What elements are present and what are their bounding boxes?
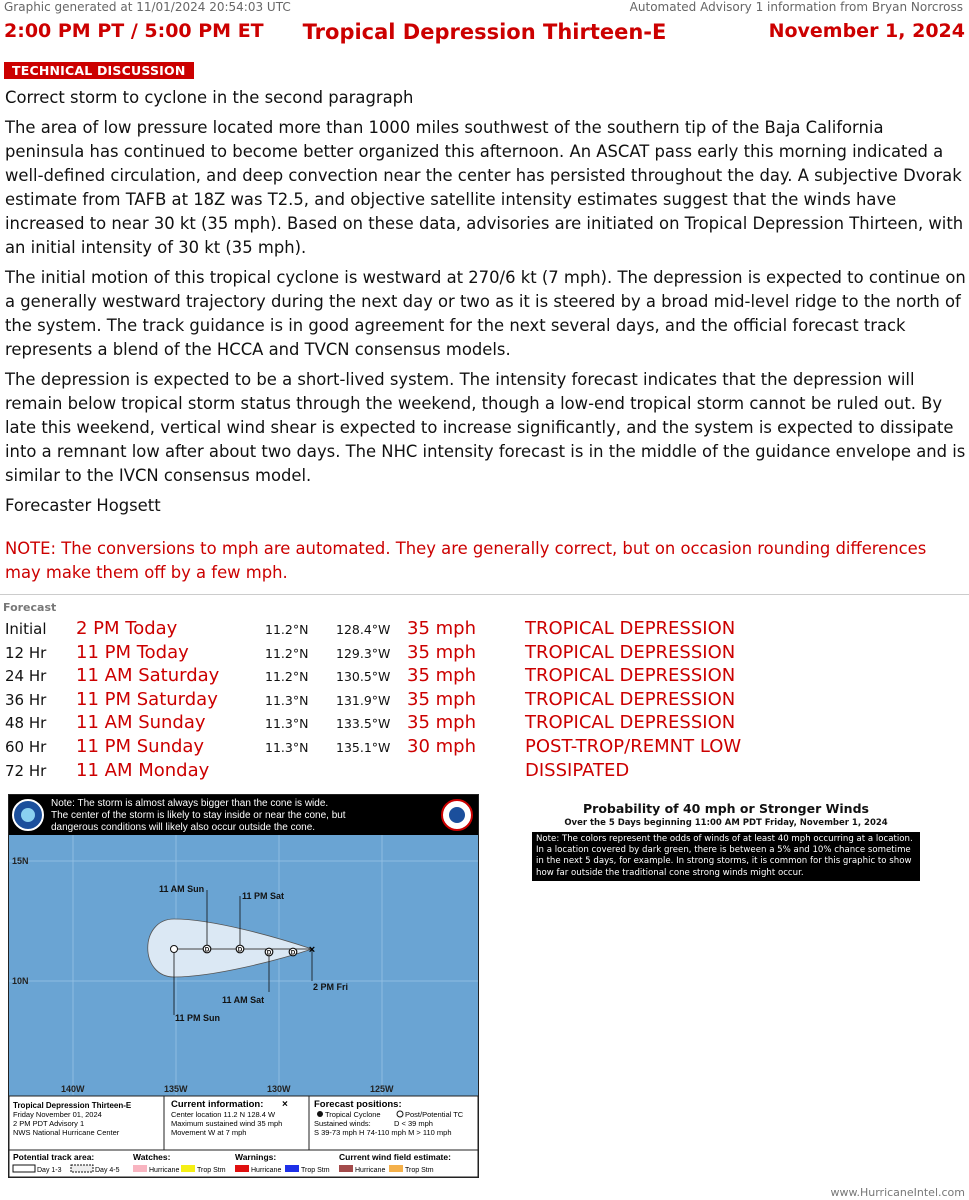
- forecast-wind: 35 mph: [407, 712, 476, 734]
- forecast-status: POST-TROP/REMNT LOW: [525, 736, 742, 757]
- prob-title: Probability of 40 mph or Stronger Winds: [583, 801, 869, 816]
- day13-swatch: [13, 1165, 35, 1172]
- forecast-time: 11 AM Sunday: [76, 712, 206, 734]
- post-tropical-icon: [397, 1111, 403, 1117]
- advisory-source: Automated Advisory 1 information from Bryan Norcross: [629, 0, 963, 14]
- forecast-lon: 129.3°W: [336, 645, 391, 661]
- forecast-hour: 36 Hr: [5, 690, 47, 709]
- forecast-time: 11 PM Sunday: [76, 736, 205, 757]
- point-label: 11 AM Sat: [222, 995, 265, 1005]
- header-time: 2:00 PM PT / 5:00 PM ET: [4, 20, 264, 42]
- forecast-hour: 12 Hr: [5, 643, 47, 662]
- hurricane-warning-swatch: [235, 1165, 249, 1172]
- forecast-lon: 128.4°W: [336, 622, 391, 637]
- forecast-time: 2 PM Today: [76, 618, 178, 639]
- map-note-line: dangerous conditions will likely also occur outside the cone.: [51, 822, 316, 833]
- hurricane-wind-swatch: [339, 1165, 353, 1172]
- forecast-cone-map: [8, 794, 479, 1178]
- forecast-lat: 11.2°N: [265, 622, 309, 637]
- point-label: 11 PM Sat: [242, 891, 285, 901]
- table-row: [0, 689, 969, 713]
- point-label: 11 AM Sun: [159, 884, 205, 894]
- legend-day13: Day 1-3: [37, 1167, 62, 1174]
- table-row: [0, 712, 969, 736]
- advisory-number: 2 PM PDT Advisory 1: [13, 1119, 85, 1128]
- forecast-lat: 11.2°N: [265, 645, 309, 661]
- movement: Movement W at 7 mph: [171, 1128, 247, 1137]
- legend-post-tc: Post/Potential TC: [405, 1110, 464, 1119]
- discussion-body: [5, 86, 967, 524]
- forecast-hour: 72 Hr: [5, 761, 47, 780]
- discussion-paragraph: The depression is expected to be a short-lived system. The intensity forecast indicates that the depression will remain below tropical storm status through the weekend, though a low-end tropical storm cannot be ruled out. By late this weekend, vertical wind shear is expected to increase significantly, and the system is expected to dissipate into a remnant low after about two days. The NHC intensity forecast is in the middle of the guidance envelope and is similar to the IVCN consensus model.: [5, 370, 966, 485]
- map-note-line: The center of the storm is likely to stay inside or near the cone, but: [51, 810, 346, 821]
- forecast-lat: 11.3°N: [265, 740, 309, 755]
- legend-warnings: Warnings:: [235, 1152, 277, 1162]
- forecast-status: TROPICAL DEPRESSION: [525, 688, 736, 710]
- forecast-status: TROPICAL DEPRESSION: [525, 665, 736, 687]
- marker-letter: D: [204, 947, 210, 954]
- sustained-winds-label: Sustained winds:: [314, 1119, 371, 1128]
- current-info-title: Current information:: [171, 1099, 264, 1110]
- hurricane-watch-swatch: [133, 1165, 147, 1172]
- table-row: [0, 665, 969, 689]
- forecast-status: TROPICAL DEPRESSION: [525, 641, 736, 663]
- wind-probability-panel: [532, 801, 920, 881]
- lon-label: 130W: [267, 1084, 291, 1094]
- forecast-hour: 48 Hr: [5, 714, 47, 733]
- marker-letter: D: [237, 947, 243, 954]
- legend-hurricane: Hurricane: [149, 1167, 180, 1174]
- lon-label: 140W: [61, 1084, 85, 1094]
- conversion-note: NOTE: The conversions to mph are automated. They are generally correct, but on occasion rounding differences may make them off by a few mph.: [5, 539, 927, 582]
- page-title: Tropical Depression Thirteen-E: [302, 20, 667, 44]
- forecast-status: TROPICAL DEPRESSION: [525, 712, 736, 734]
- forecaster-signature: Forecaster Hogsett: [5, 496, 161, 515]
- day45-swatch: [71, 1165, 93, 1172]
- center-location: Center location 11.2 N 128.4 W: [171, 1110, 276, 1119]
- forecast-hour: 24 Hr: [5, 667, 47, 686]
- forecast-wind: 35 mph: [407, 665, 476, 687]
- nws-logo-inner: [449, 807, 465, 823]
- divider: [0, 594, 969, 595]
- noaa-logo-inner: [21, 808, 35, 822]
- discussion-paragraph: Correct storm to cyclone in the second paragraph: [5, 88, 414, 107]
- current-info-x-icon: ×: [282, 1099, 288, 1110]
- discussion-paragraph: The area of low pressure located more than 1000 miles southwest of the southern tip of the Baja California peninsula has continued to become better organized this afternoon. An ASCAT pass early this morning indicated a well-defined circulation, and deep convection near the center has persisted throughout the day. A subjective Dvorak estimate from TAFB at 18Z was T2.5, and objective satellite intensity estimates suggest that the winds have increased to near 30 kt (35 mph). Based on these data, advisories are initiated on Tropical Depression Thirteen, with an initial intensity of 30 kt (35 mph).: [5, 118, 964, 257]
- point-label: 11 PM Sun: [175, 1013, 221, 1023]
- max-wind: Maximum sustained wind 35 mph: [171, 1119, 283, 1128]
- forecast-status: DISSIPATED: [525, 759, 630, 781]
- legend-windfield: Current wind field estimate:: [339, 1152, 451, 1162]
- forecast-time: 11 PM Today: [76, 641, 189, 663]
- lat-label: 10N: [12, 976, 29, 986]
- intensity-scale: S 39-73 mph H 74-110 mph M > 110 mph: [314, 1128, 452, 1137]
- prob-subtitle: Over the 5 Days beginning 11:00 AM PDT Friday, November 1, 2024: [564, 818, 888, 828]
- lon-label: 135W: [164, 1084, 188, 1094]
- forecast-label: Forecast: [3, 601, 57, 614]
- lon-label: 125W: [370, 1084, 394, 1094]
- table-row: [0, 736, 969, 760]
- discussion-paragraph: The initial motion of this tropical cyclone is westward at 270/6 kt (7 mph). The depression is expected to continue on a generally westward trajectory during the next day or two as it is steered by a broad mid-level ridge to the north of the system. The track guidance is in good agreement for the next several days, and the official forecast track represents a blend of the HCCA and TVCN consensus models.: [5, 268, 966, 359]
- marker-letter: D: [290, 950, 296, 957]
- nhc-label: NWS National Hurricane Center: [13, 1128, 120, 1137]
- tropical-cyclone-icon: [317, 1111, 323, 1117]
- legend-tropstm: Trop Stm: [197, 1167, 226, 1174]
- point-label: 2 PM Fri: [313, 982, 349, 992]
- forecast-status: TROPICAL DEPRESSION: [525, 618, 736, 639]
- generated-timestamp: Graphic generated at 11/01/2024 20:54:03 UTC: [4, 0, 291, 14]
- forecast-positions-title: Forecast positions:: [314, 1099, 402, 1110]
- lat-label: 15N: [12, 856, 29, 866]
- storm-name: Tropical Depression Thirteen-E: [13, 1101, 132, 1110]
- legend-watches: Watches:: [133, 1152, 171, 1162]
- marker-letter: D: [266, 950, 272, 957]
- cone-map-svg: [9, 795, 478, 1177]
- site-link[interactable]: www.HurricaneIntel.com: [830, 1186, 965, 1199]
- tropstm-warning-swatch: [285, 1165, 299, 1172]
- forecast-time: 11 AM Monday: [76, 759, 210, 781]
- tropstm-watch-swatch: [181, 1165, 195, 1172]
- map-note-line: Note: The storm is almost always bigger than the cone is wide.: [51, 798, 329, 809]
- legend-day45: Day 4-5: [95, 1167, 120, 1174]
- forecast-time: 11 PM Saturday: [76, 688, 218, 710]
- legend-track-title: Potential track area:: [13, 1152, 95, 1162]
- header-date: November 1, 2024: [768, 20, 965, 42]
- forecast-lon: 130.5°W: [336, 669, 391, 685]
- storm-date: Friday November 01, 2024: [13, 1110, 102, 1119]
- table-row: [0, 760, 969, 784]
- legend-tropstm: Trop Stm: [301, 1167, 330, 1174]
- legend-tc: Tropical Cyclone: [325, 1110, 381, 1119]
- depression-scale: D < 39 mph: [394, 1119, 433, 1128]
- post-tropical-marker: [171, 946, 178, 953]
- technical-discussion-label: TECHNICAL DISCUSSION: [4, 62, 194, 79]
- legend-tropstm: Trop Stm: [405, 1167, 434, 1174]
- tropstm-wind-swatch: [389, 1165, 403, 1172]
- prob-note: Note: The colors represent the odds of winds of at least 40 mph occurring at a location. In a location covered by dark green, there is between a 5% and 10% chance sometime in the next 5 days, for example. In strong storms, it is common for this graphic to show how far outside the traditional cone strong winds might occur.: [532, 832, 920, 881]
- forecast-lon: 135.1°W: [336, 740, 391, 755]
- forecast-lat: 11.2°N: [265, 669, 309, 685]
- forecast-wind: 30 mph: [407, 736, 476, 757]
- forecast-lat: 11.3°N: [265, 716, 309, 732]
- current-position-x-icon: ×: [308, 944, 316, 956]
- forecast-wind: 35 mph: [407, 688, 476, 710]
- forecast-time: 11 AM Saturday: [76, 665, 220, 687]
- legend-hurricane: Hurricane: [251, 1167, 282, 1174]
- forecast-lon: 131.9°W: [336, 692, 391, 708]
- forecast-hour: Initial: [5, 620, 47, 638]
- table-row: [0, 618, 969, 642]
- table-row: [0, 642, 969, 666]
- legend-hurricane: Hurricane: [355, 1167, 386, 1174]
- forecast-wind: 35 mph: [407, 641, 476, 663]
- forecast-lon: 133.5°W: [336, 716, 391, 732]
- forecast-lat: 11.3°N: [265, 692, 309, 708]
- forecast-hour: 60 Hr: [5, 738, 47, 756]
- forecast-wind: 35 mph: [407, 618, 476, 639]
